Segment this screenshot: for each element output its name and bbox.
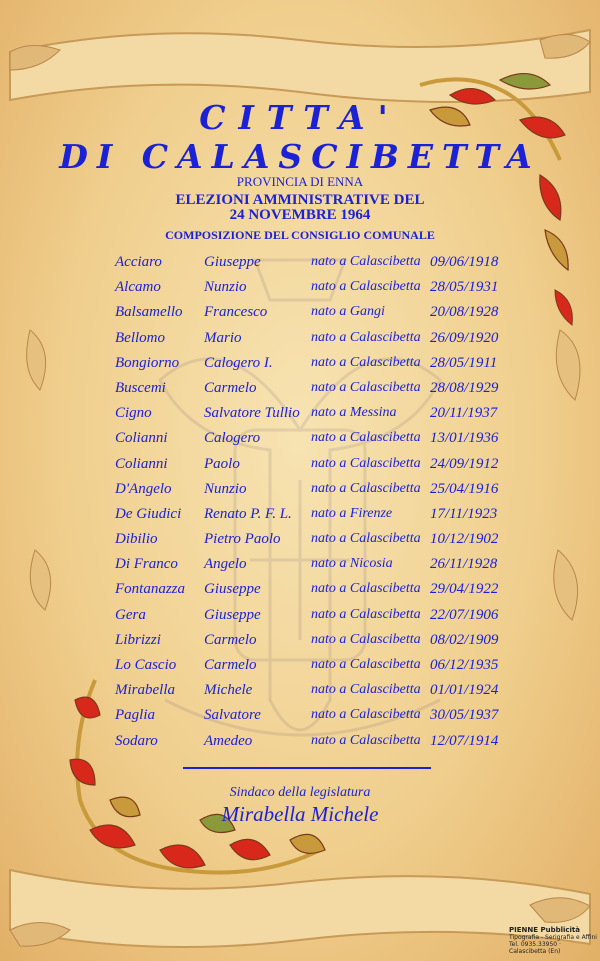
member-birthplace: nato a Calascibetta [311,279,421,295]
member-name: Angelo [204,556,247,573]
member-name: Pietro Paolo [204,531,281,548]
member-birthplace: nato a Calascibetta [311,682,421,698]
member-birth-date: 28/05/1931 [430,279,499,296]
member-name: Michele [204,682,253,699]
member-surname: Buscemi [115,379,166,396]
member-surname: Dibilio [115,531,158,548]
floral-ornament-right-edge [555,290,572,325]
member-surname: Bongiorno [115,354,180,371]
member-birthplace: nato a Calascibetta [311,329,421,345]
member-name: Carmelo [204,379,257,396]
member-birth-date: 28/05/1911 [430,354,498,371]
member-name: Giuseppe [204,606,261,623]
printer-credit-line1: Tipografia - Serigrafia e Affini [509,934,597,941]
member-birthplace: nato a Calascibetta [311,480,421,496]
member-birth-date: 20/11/1937 [430,405,498,422]
member-birthplace: nato a Nicosia [311,556,393,572]
member-name: Nunzio [204,279,247,296]
member-surname: Colianni [115,430,168,447]
member-surname: Mirabella [115,682,175,699]
member-birthplace: nato a Gangi [311,304,385,320]
member-surname: Cigno [115,405,152,422]
member-birthplace: nato a Firenze [311,505,393,521]
member-name: Renato P. F. L. [204,505,292,522]
member-name: Salvatore Tullio [204,405,300,422]
member-birth-date: 30/05/1937 [430,707,499,724]
member-name: Carmelo [204,657,257,673]
member-name: Paolo [204,455,240,472]
table-row [115,328,515,353]
member-birth-date: 24/09/1912 [430,455,499,472]
table-row [115,252,515,277]
member-surname: Colianni [115,455,168,472]
member-surname: Gera [115,606,146,623]
member-name: Carmelo [204,631,257,648]
province-label: PROVINCIA DI ENNA [236,174,364,189]
table-row [115,579,515,604]
table-row [115,705,515,730]
member-birthplace: nato a Calascibetta [311,707,421,723]
member-birth-date: 08/02/1909 [430,631,499,648]
member-birthplace: nato a Calascibetta [311,531,421,547]
table-row [115,428,515,453]
table-row [115,529,515,554]
table-row [115,454,515,479]
member-name: Calogero I. [204,354,273,371]
member-surname: Librizzi [115,631,161,648]
council-heading: COMPOSIZIONE DEL CONSIGLIO COMUNALE [165,228,435,242]
table-row [115,655,515,680]
member-name: Salvatore [204,707,261,724]
member-surname: Sodaro [115,732,158,749]
table-row [115,378,515,403]
table-row [115,554,515,579]
member-birthplace: nato a Calascibetta [311,631,421,647]
member-name: Giuseppe [204,254,261,270]
mayor-name: Mirabella Michele [221,802,379,826]
table-row [115,731,515,756]
member-birth-date: 25/04/1916 [430,480,499,497]
bottom-scroll-roll [10,870,590,947]
member-birthplace: nato a Calascibetta [311,354,421,370]
election-date: 24 NOVEMBRE 1964 [229,207,371,223]
member-birthplace: nato a Messina [311,405,397,421]
table-row [115,302,515,327]
divider-line [183,767,431,769]
member-name: Calogero [204,430,261,447]
member-name: Giuseppe [204,581,261,598]
member-birth-date: 26/11/1928 [430,556,498,573]
member-birthplace: nato a Calascibetta [311,732,421,748]
member-birth-date: 09/06/1918 [430,254,499,270]
member-surname: Paglia [115,707,155,724]
member-name: Francesco [204,304,268,321]
member-birthplace: nato a Calascibetta [311,606,421,622]
member-birth-date: 13/01/1936 [430,430,499,447]
council-member-list [115,252,515,756]
member-surname: Di Franco [115,556,178,573]
member-surname: Acciaro [115,254,162,270]
member-birth-date: 29/04/1922 [430,581,499,598]
member-surname: Fontanazza [115,581,186,598]
printer-credit-line2: Tel. 0935.33950 · Calascibetta (En) [509,941,561,955]
table-row [115,403,515,428]
member-birth-date: 26/09/1920 [430,329,499,346]
member-birth-date: 12/07/1914 [430,732,499,749]
member-surname: Alcamo [115,279,161,296]
member-birthplace: nato a Calascibetta [311,430,421,446]
member-surname: Lo Cascio [115,657,177,673]
member-birth-date: 20/08/1928 [430,304,499,321]
table-row [115,605,515,630]
member-surname: D'Angelo [115,480,172,497]
member-surname: De Giudici [115,505,182,522]
table-row [115,630,515,655]
member-birthplace: nato a Calascibetta [311,455,421,471]
printer-brand: PIENNE Pubblicità [509,926,581,934]
member-name: Nunzio [204,480,247,497]
member-surname: Balsamello [115,304,183,321]
member-birthplace: nato a Calascibetta [311,379,421,395]
table-row [115,479,515,504]
city-title-line2: DI CALASCIBETTA [59,137,541,176]
city-title-line1: CITTA' [199,98,401,137]
member-birth-date: 10/12/1902 [430,531,499,548]
table-row [115,680,515,705]
table-row [115,504,515,529]
election-title-line1: ELEZIONI AMMINISTRATIVE DEL [175,192,425,208]
member-name: Mario [204,329,242,346]
member-birth-date: 17/11/1923 [430,505,498,522]
member-birthplace: nato a Calascibetta [311,254,421,269]
member-birth-date: 06/12/1935 [430,657,499,673]
member-birth-date: 28/08/1929 [430,379,499,396]
mayor-caption: Sindaco della legislatura [229,785,371,800]
member-birth-date: 22/07/1906 [430,606,499,623]
printer-credit [509,926,599,955]
member-birth-date: 01/01/1924 [430,682,499,699]
member-birthplace: nato a Calascibetta [311,581,421,597]
table-row [115,353,515,378]
member-surname: Bellomo [115,329,165,346]
member-name: Amedeo [204,732,253,749]
member-birthplace: nato a Calascibetta [311,657,421,672]
table-row [115,277,515,302]
